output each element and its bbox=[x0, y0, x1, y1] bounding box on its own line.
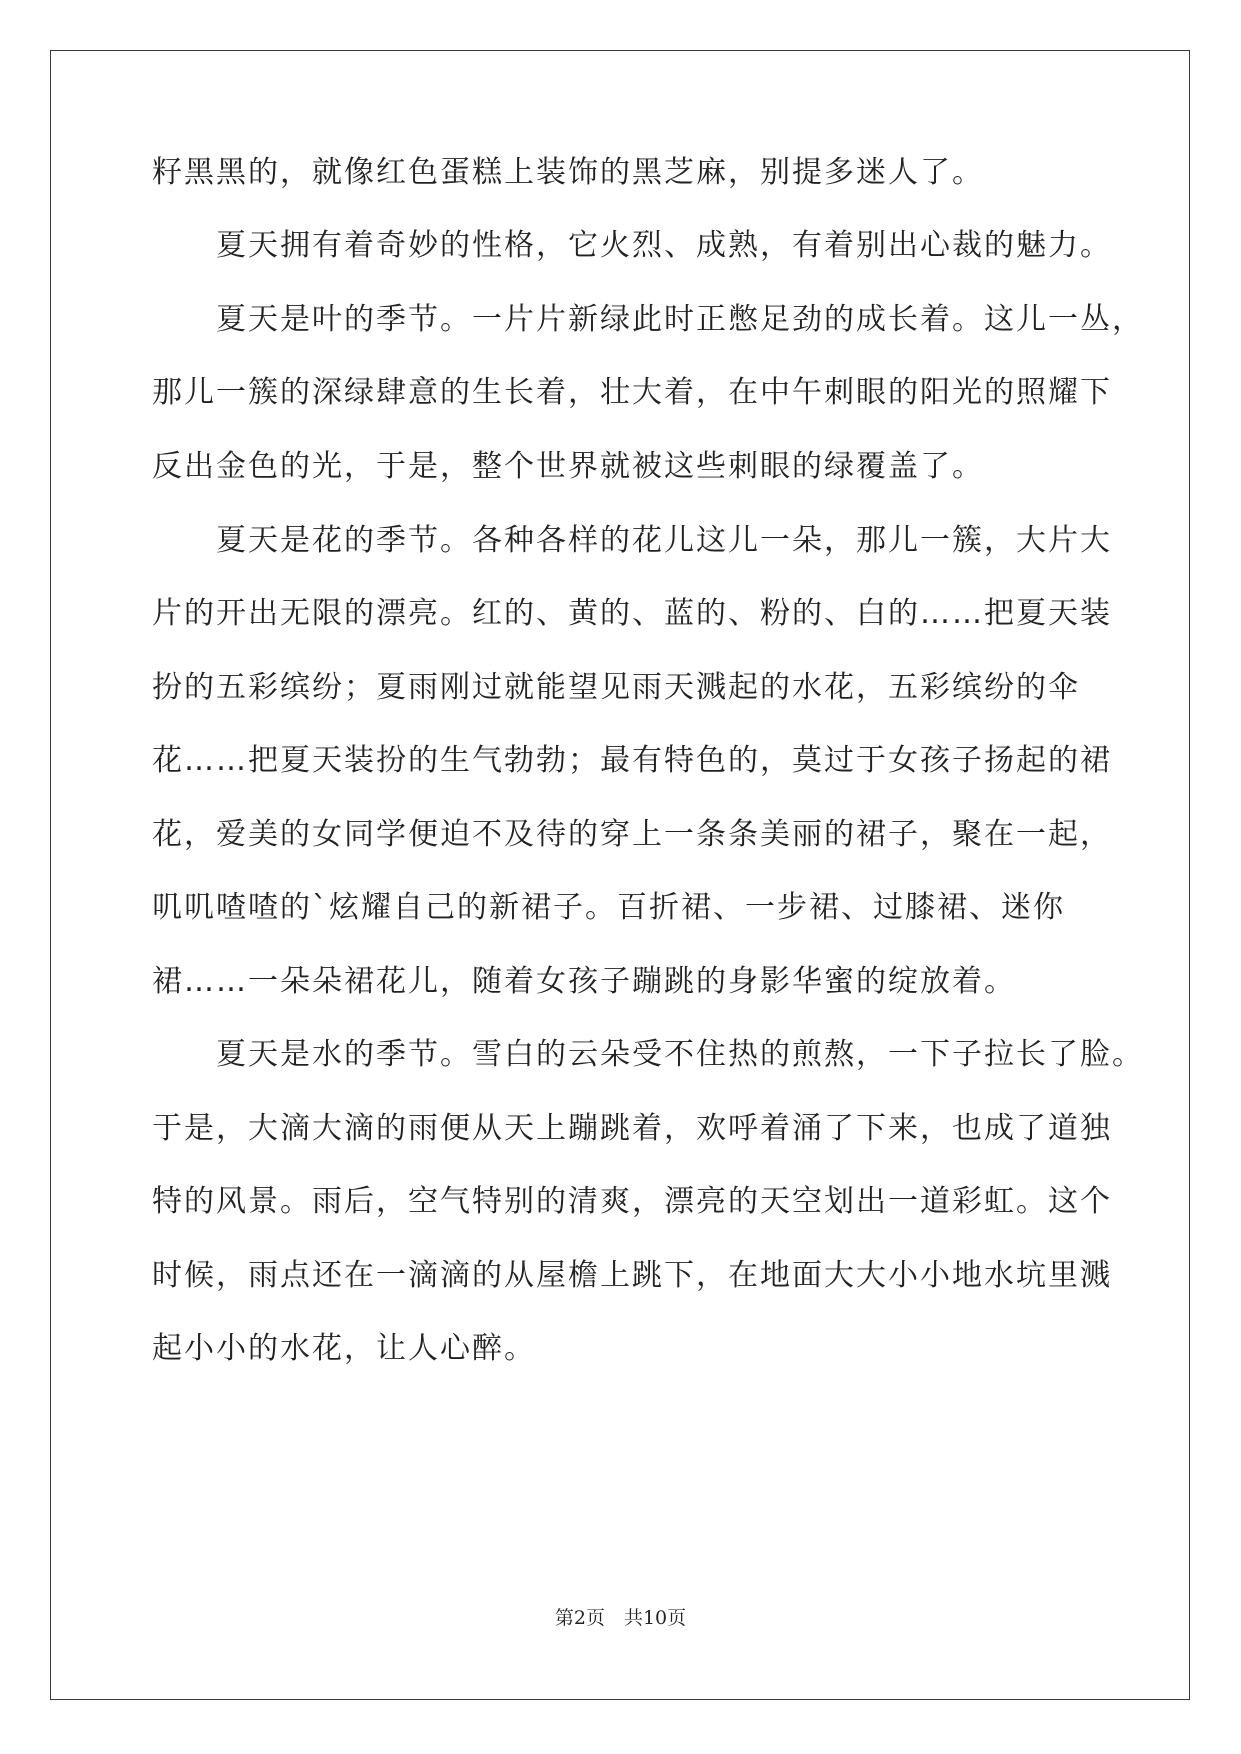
page-footer: 第2页 共10页 bbox=[554, 1607, 687, 1629]
text-line: 特的风景。雨后，空气特别的清爽，漂亮的天空划出一道彩虹。这个 bbox=[152, 1184, 1112, 1219]
text-line: 于是，大滴大滴的雨便从天上蹦跳着，欢呼着涌了下来，也成了道独 bbox=[152, 1111, 1112, 1146]
text-line: 叽叽喳喳的`炫耀自己的新裙子。百折裙、一步裙、过膝裙、迷你 bbox=[152, 890, 1065, 925]
text-line: 裙……一朵朵裙花儿，随着女孩子蹦跳的身影华蜜的绽放着。 bbox=[152, 964, 1016, 999]
text-line: 反出金色的光，于是，整个世界就被这些刺眼的绿覆盖了。 bbox=[152, 449, 984, 484]
text-line: 那儿一簇的深绿肆意的生长着，壮大着，在中午刺眼的阳光的照耀下 bbox=[152, 375, 1112, 410]
text-line: 花……把夏天装扮的生气勃勃；最有特色的，莫过于女孩子扬起的裙 bbox=[152, 743, 1112, 778]
text-line: 片的开出无限的漂亮。红的、黄的、蓝的、粉的、白的……把夏天装 bbox=[152, 596, 1112, 631]
text-line: 夏天拥有着奇妙的性格，它火烈、成熟，有着别出心裁的魅力。 bbox=[152, 228, 1112, 263]
text-line: 时候，雨点还在一滴滴的从屋檐上跳下，在地面大大小小地水坑里溅 bbox=[152, 1258, 1112, 1293]
text-line: 夏天是花的季节。各种各样的花儿这儿一朵，那儿一簇，大片大 bbox=[152, 523, 1112, 558]
page-border bbox=[50, 50, 1190, 1700]
text-line: 起小小的水花，让人心醉。 bbox=[152, 1331, 536, 1366]
text-line: 花，爱美的女同学便迫不及待的穿上一条条美丽的裙子，聚在一起， bbox=[152, 817, 1112, 852]
text-line: 夏天是水的季节。雪白的云朵受不住热的煎熬，一下子拉长了脸。 bbox=[152, 1037, 1144, 1072]
text-line: 扮的五彩缤纷；夏雨刚过就能望见雨天溅起的水花，五彩缤纷的伞 bbox=[152, 670, 1080, 705]
text-line: 籽黑黑的，就像红色蛋糕上装饰的黑芝麻，别提多迷人了。 bbox=[152, 155, 984, 190]
text-line: 夏天是叶的季节。一片片新绿此时正憋足劲的成长着。这儿一丛， bbox=[152, 302, 1144, 337]
